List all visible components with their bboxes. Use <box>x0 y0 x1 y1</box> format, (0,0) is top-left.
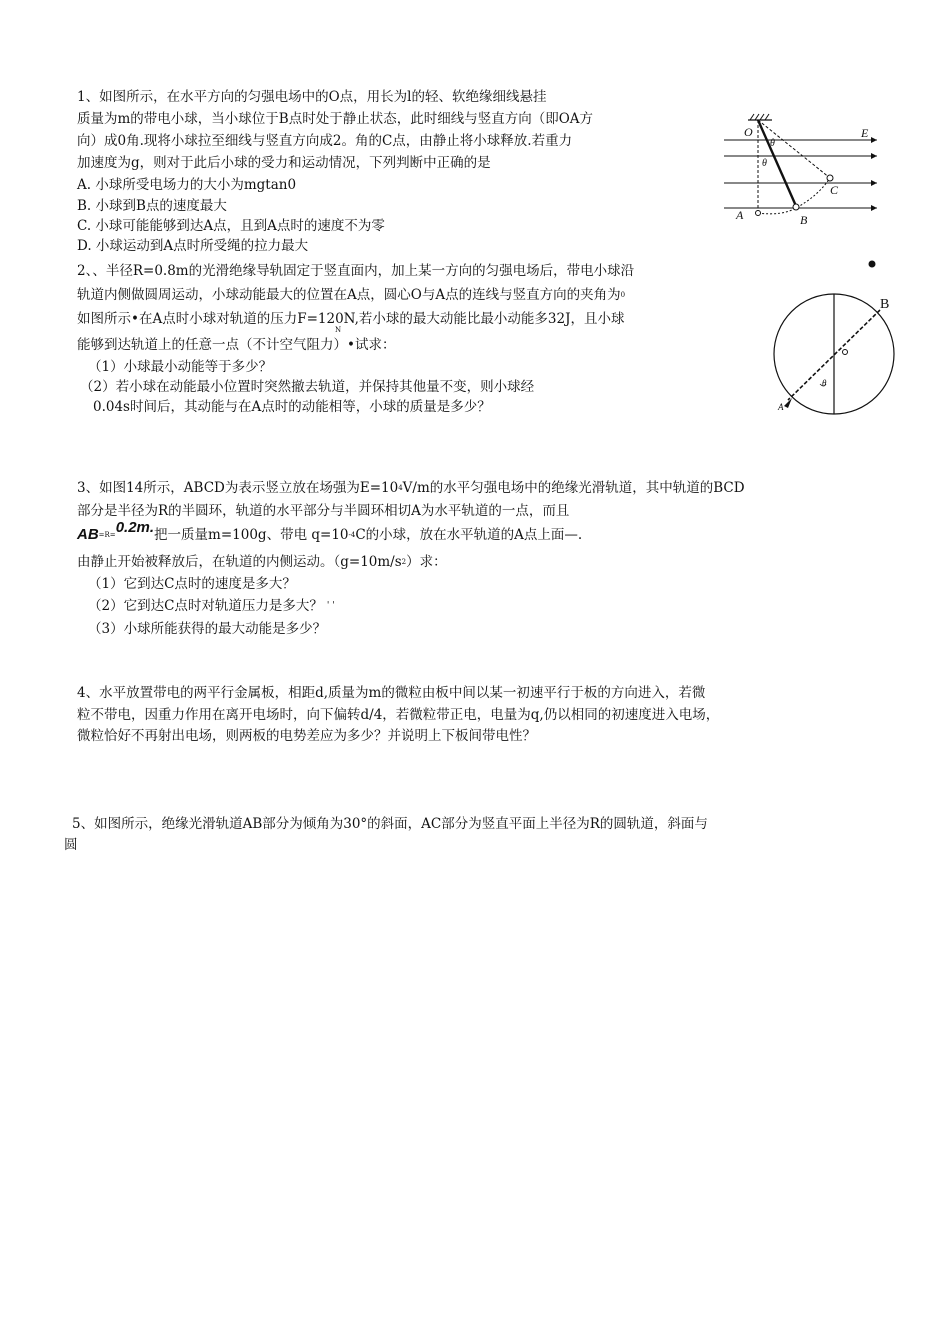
q3-line-1-sub: 4 <box>398 484 403 492</box>
q1-label-theta2: θ <box>762 158 767 169</box>
q1-label-o: O <box>744 125 753 139</box>
q4-line-2: 粒不带电，因重力作用在离开电场时，向下偏转d/4，若微粒带正电，电量为q,仍以相同的初速度进入电场， <box>77 707 720 723</box>
q3-line-4 <box>77 553 447 571</box>
q1-line-4: 加速度为g，则对于此后小球的受力和运动情况，下列判断中正确的是 <box>77 155 491 171</box>
q3-line-1 <box>77 479 745 497</box>
q3-ab-eq: =R= <box>98 531 116 539</box>
q3-line-4-b: ）求： <box>406 554 447 570</box>
q3-ab-value: 0.2m. <box>115 519 155 536</box>
q3-stray-marks: ' ' <box>326 601 335 611</box>
q1-figure <box>722 108 882 233</box>
q3-line-3-sub: -4 <box>348 531 356 539</box>
q1-label-a: A <box>736 208 744 222</box>
q3-line-4-sub: 2 <box>401 558 407 566</box>
q4-line-3: 微粒恰好不再射出电场，则两板的电势差应为多少？并说明上下板间带电性？ <box>77 728 536 744</box>
q3-sub-1: （1）它到达C点时的速度是多大？ <box>88 576 296 592</box>
q1-label-e: E <box>861 126 869 140</box>
q2-sup-zero: 0 <box>620 291 626 299</box>
q3-line-3 <box>77 519 583 544</box>
q1-option-c: C. 小球可能能够到达A点，且到A点时的速度不为零 <box>77 218 385 234</box>
q3-line-1-b: V/m的水平匀强电场中的绝缘光滑轨道，其中轨道的BCD <box>402 480 745 496</box>
q2-line-2 <box>77 286 625 304</box>
q3-line-2: 部分是半径为R的半圆环，轨道的水平部分与半圆环相切A为水平轨道的一点，而且 <box>77 503 570 519</box>
q1-option-a: A. 小球所受电场力的大小为mgtan0 <box>77 177 297 193</box>
q3-sub-3: （3）小球所能获得的最大动能是多少？ <box>88 621 327 637</box>
q3-line-1-a: 3、如图14所示，ABCD为表示竖立放在场强为E=10 <box>77 480 399 496</box>
q2-line-3: 如图所示•在A点时小球对轨道的压力F=120N,若小球的最大动能比最小动能多32J，且小球 <box>77 311 625 327</box>
q2-label-a: A <box>778 402 784 412</box>
q2-sub-3: 0.04s时间后，其动能与在A点时的动能相等，小球的质量是多少？ <box>93 399 491 415</box>
q3-line-3-b: C的小球，放在水平轨道的A点上面—. <box>355 527 583 543</box>
q2-sub-1: （1）小球最小动能等于多少？ <box>88 359 273 375</box>
q1-option-b: B. 小球到B点的速度最大 <box>77 198 227 214</box>
q3-sub-2 <box>88 597 335 615</box>
q2-line-2-text: 轨道内侧做圆周运动，小球动能最大的位置在A点，圆心O与A点的连线与竖直方向的夹角为 <box>77 287 621 303</box>
q2-label-b: B <box>880 297 890 312</box>
q1-line-3: 向）成0角.现将小球拉至细线与竖直方向成2。角的C点，由静止将小球释放.若重力 <box>77 133 573 149</box>
q2-sub-2: （2）若小球在动能最小位置时突然撤去轨道，并保持其他量不变，则小球经 <box>80 379 535 395</box>
q3-line-4-a: 由静止开始被释放后，在轨道的内侧运动。（g=10m/s <box>77 554 402 570</box>
q1-label-theta1: θ <box>770 138 775 149</box>
q3-line-3-a: 把一质量m=100g、带电 q=10 <box>154 527 349 543</box>
q3-sub-2-text: （2）它到达C点时对轨道压力是多大？ <box>88 598 323 614</box>
q1-option-d: D. 小球运动到A点时所受绳的拉力最大 <box>77 238 309 254</box>
q5-line-1: 5、如图所示，绝缘光滑轨道AB部分为倾角为30°的斜面，AC部分为竖直平面上半径为R的圆轨道，斜面与 <box>72 816 708 832</box>
q5-line-2: 圆 <box>64 837 78 853</box>
q3-ab-label: AB <box>77 526 99 543</box>
q1-label-c: C <box>830 183 839 197</box>
q2-figure <box>770 290 900 425</box>
q4-line-1: 4、水平放置带电的两平行金属板，相距d,质量为m的微粒由板中间以某一初速平行于板的方向进入，若微 <box>77 685 706 701</box>
q1-line-2: 质量为m的带电小球，当小球位于B点时处于静止状态，此时细线与竖直方向（即OA方 <box>77 111 594 127</box>
q1-line-1: 1、如图所示，在水平方向的匀强电场中的O点，用长为l的轻、软绝缘细线悬挂 <box>77 89 547 105</box>
q2-tiny-n: N <box>335 326 342 334</box>
q2-label-theta: θ <box>822 378 827 388</box>
q2-line-1: 2、、半径R=0.8m的光滑绝缘导轨固定于竖直面内，加上某一方向的匀强电场后，带电小球沿 <box>77 263 635 279</box>
q1-label-b: B <box>800 213 808 227</box>
bullet-dot <box>867 259 877 269</box>
q2-line-4: 能够到达轨道上的任意一点（不计空气阻力）•试求： <box>77 337 396 353</box>
